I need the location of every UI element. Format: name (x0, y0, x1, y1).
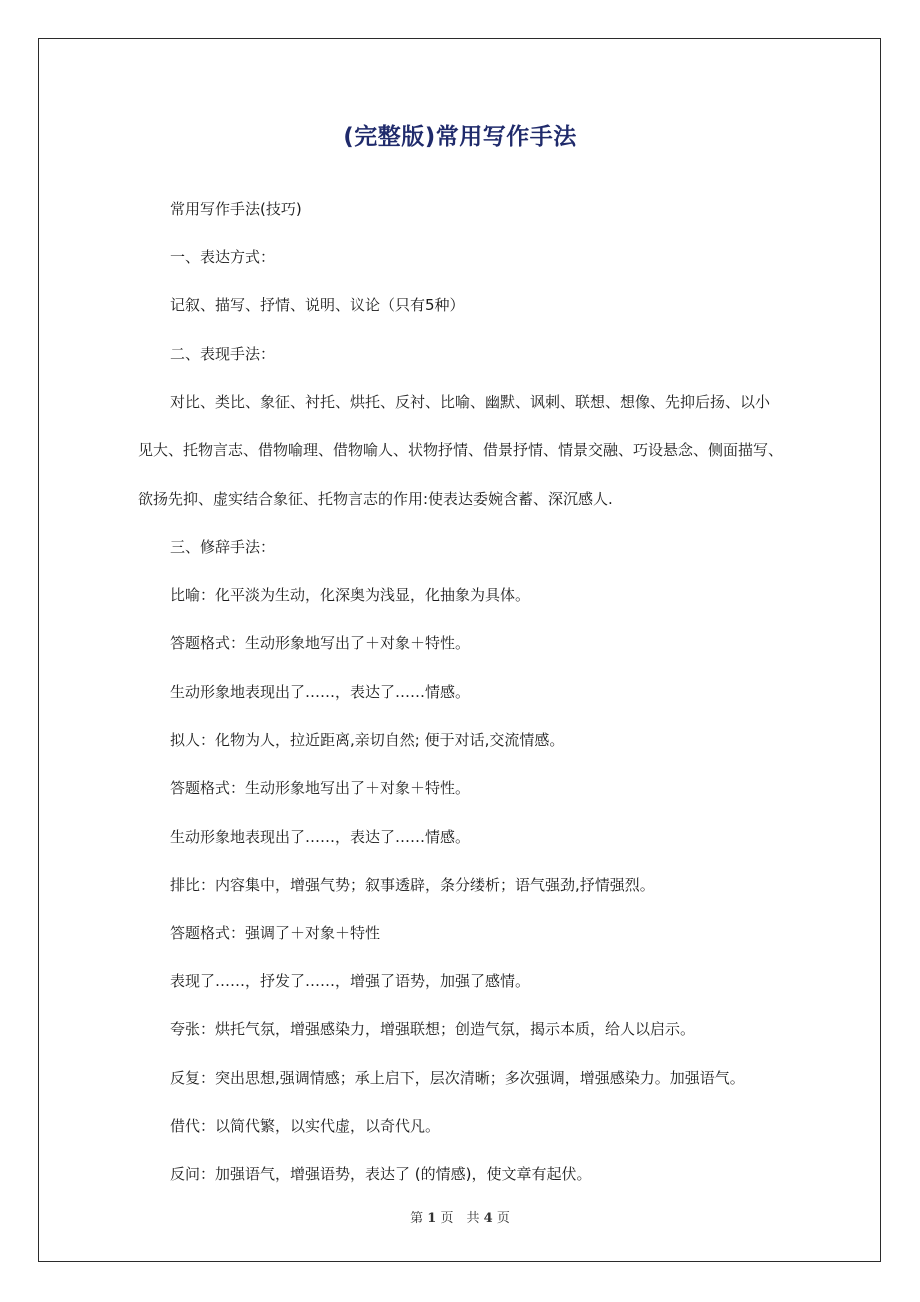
document-title: (完整版)常用写作手法 (343, 124, 577, 150)
paragraph-answer-format: 答题格式：强调了＋对象＋特性 (170, 924, 381, 942)
techniques-line: 对比、类比、象征、衬托、烘托、反衬、比喻、幽默、讽刺、联想、想像、先抑后扬、以小 (170, 393, 771, 411)
section-heading-techniques: 二、表现手法： (170, 345, 276, 363)
total-pages-number: 4 (483, 1211, 493, 1226)
current-page-number: 1 (427, 1211, 437, 1226)
paragraph-metaphor: 比喻：化平淡为生动，化深奥为浅显，化抽象为具体。 (170, 586, 531, 604)
techniques-line: 见大、托物言志、借物喻理、借物喻人、状物抒情、借景抒情、情景交融、巧设悬念、侧面描写、 (138, 441, 784, 459)
paragraph-answer-expression: 生动形象地表现出了……，表达了……情感。 (170, 683, 471, 701)
paragraph-hyperbole: 夸张：烘托气氛，增强感染力，增强联想；创造气氛，揭示本质，给人以启示。 (170, 1020, 696, 1038)
paragraph-parallelism: 排比：内容集中，增强气势；叙事透辟，条分缕析；语气强劲,抒情强烈。 (170, 876, 655, 894)
paragraph-answer-expression: 表现了……，抒发了……，增强了语势，加强了感情。 (170, 972, 531, 990)
paragraph-answer-format: 答题格式：生动形象地写出了＋对象＋特性。 (170, 634, 471, 652)
paragraph-answer-format: 答题格式：生动形象地写出了＋对象＋特性。 (170, 779, 471, 797)
footer-mid: 页 共 (440, 1211, 480, 1226)
paragraph-rhetorical-question: 反问：加强语气，增强语势，表达了 (的情感)，使文章有起伏。 (170, 1165, 592, 1183)
page-number-footer (0, 1207, 920, 1226)
paragraph-subtitle: 常用写作手法(技巧) (170, 200, 302, 218)
paragraph-answer-expression: 生动形象地表现出了……，表达了……情感。 (170, 828, 471, 846)
footer-suffix: 页 (496, 1211, 510, 1226)
paragraph-repetition: 反复：突出思想,强调情感；承上启下，层次清晰；多次强调，增强感染力。加强语气。 (170, 1069, 745, 1087)
paragraph-metonymy: 借代：以简代繁，以实代虚，以奇代凡。 (170, 1117, 441, 1135)
section-heading-expression: 一、表达方式： (170, 248, 276, 266)
paragraph-personification: 拟人：化物为人，拉近距离,亲切自然; 便于对话,交流情感。 (170, 731, 565, 749)
paragraph-expression-list: 记叙、描写、抒情、说明、议论（只有5种） (170, 296, 465, 314)
section-heading-rhetoric: 三、修辞手法： (170, 538, 276, 556)
techniques-line: 欲扬先抑、虚实结合象征、托物言志的作用:使表达委婉含蓄、深沉感人. (138, 490, 613, 508)
footer-prefix: 第 (410, 1211, 424, 1226)
